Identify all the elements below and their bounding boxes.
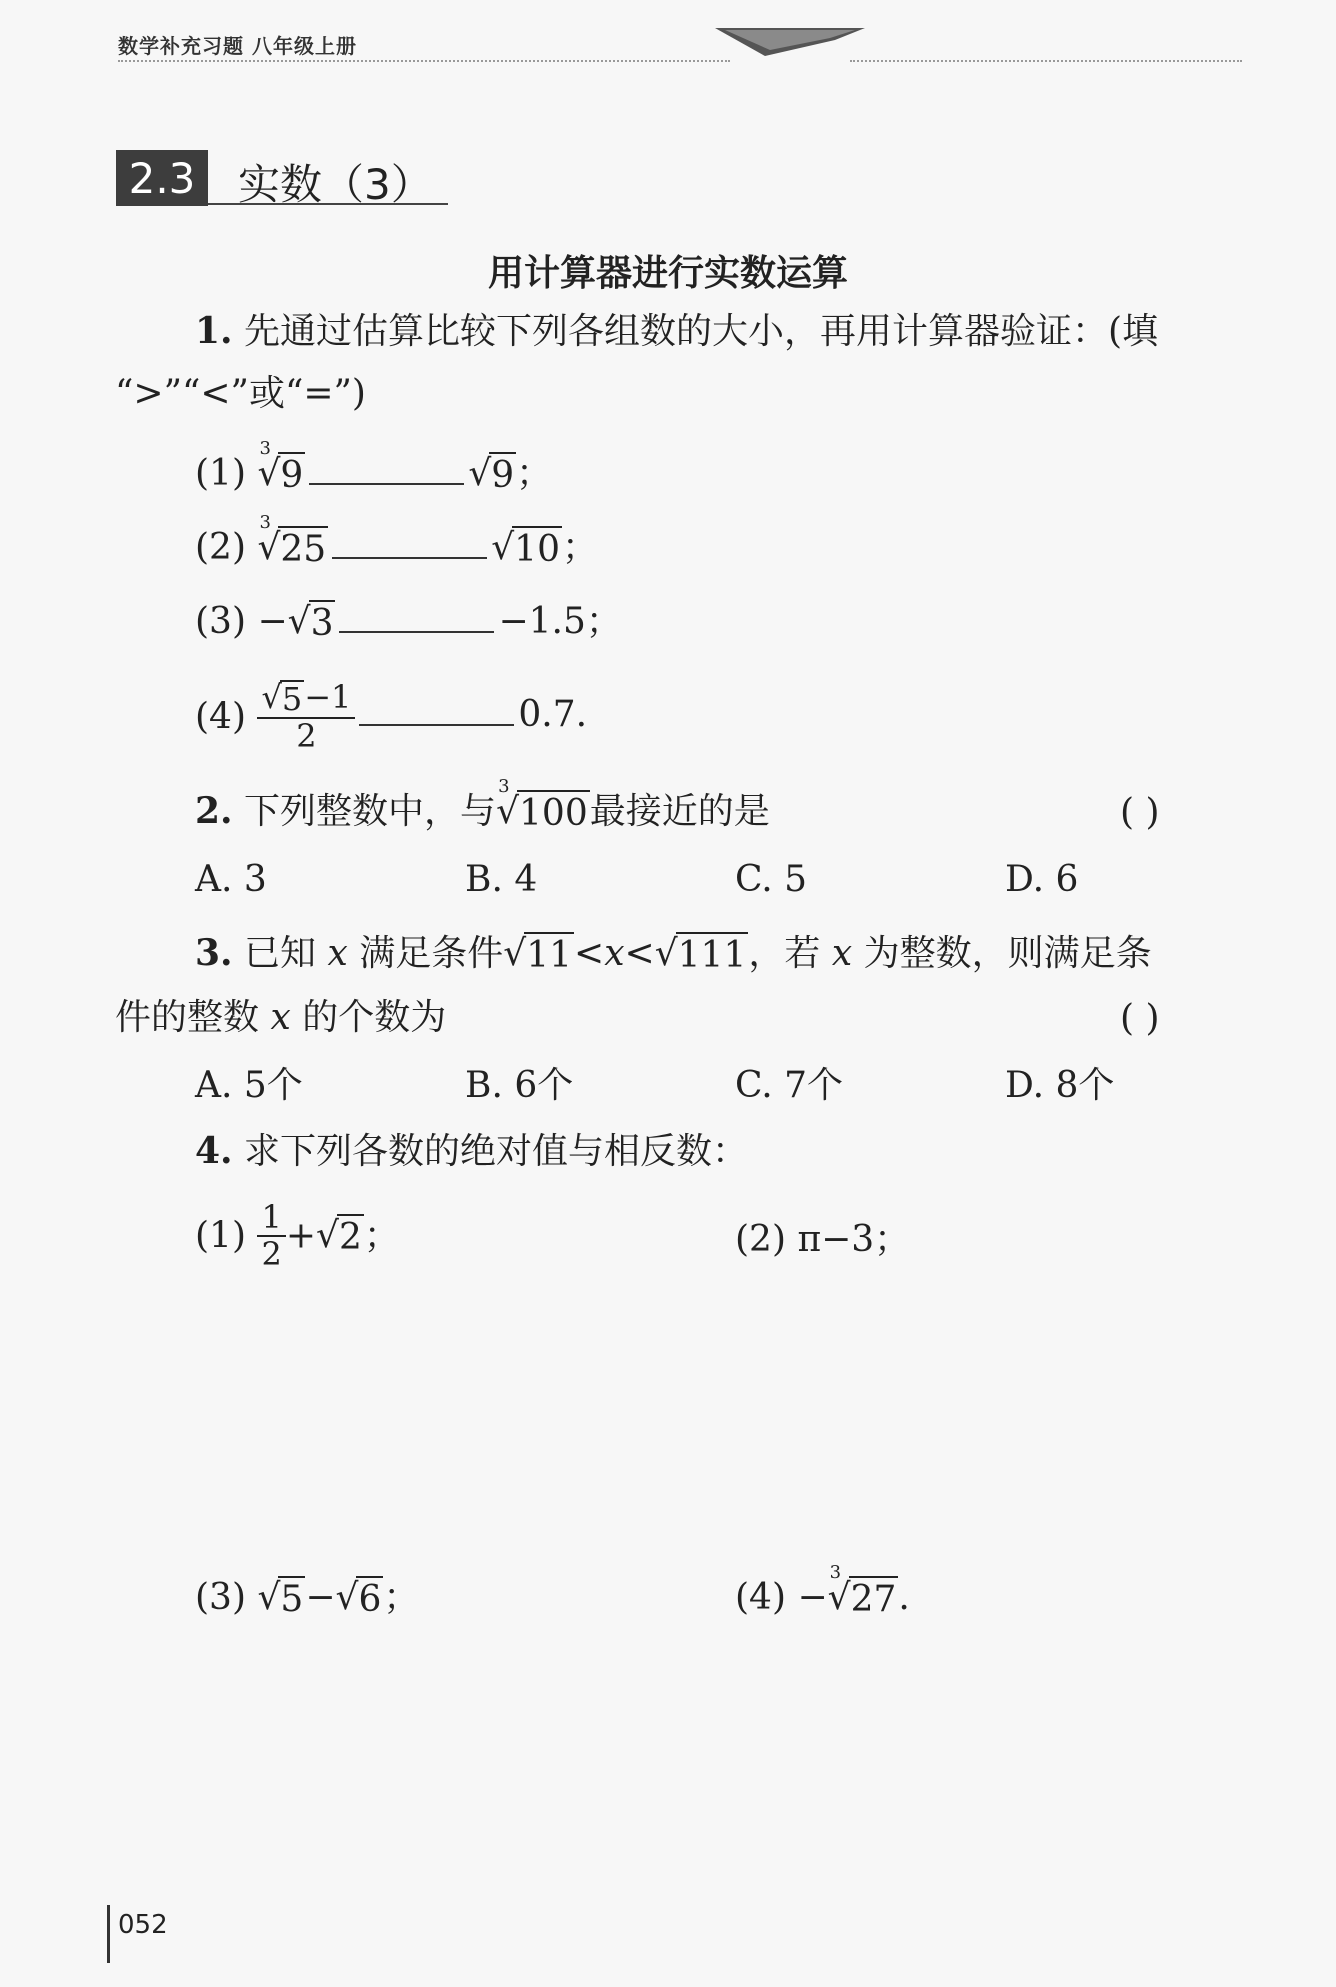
- radicand: 100: [517, 790, 590, 835]
- variable: x: [270, 997, 291, 1038]
- header-ribbon-decoration: [715, 26, 865, 66]
- numerator-tail: −1: [304, 678, 352, 716]
- item-label: (2): [195, 527, 246, 568]
- radical-sign: √: [261, 678, 282, 716]
- question-text: 下列整数中，与: [244, 791, 497, 832]
- square-root: [335, 1576, 383, 1621]
- question-number: 4.: [195, 1130, 233, 1172]
- answer-blank[interactable]: [332, 527, 487, 559]
- option-c[interactable]: C. 7个: [735, 1065, 844, 1106]
- question-text: 先通过估算比较下列各组数的大小，再用计算器验证：(填: [244, 311, 1159, 352]
- answer-parentheses[interactable]: ( ): [1120, 792, 1160, 833]
- numerator: [257, 680, 355, 719]
- page-number: 052: [118, 1910, 168, 1940]
- square-root: [257, 1576, 305, 1621]
- cube-root: [257, 438, 305, 497]
- option-b[interactable]: B. 4: [465, 859, 538, 900]
- radical-sign: √: [827, 1577, 851, 1618]
- root-index: 3: [259, 512, 271, 533]
- q4-item-2: [735, 1218, 910, 1261]
- question-1-line-2: “>”“<”或“=”): [115, 373, 366, 414]
- radicand: 5: [281, 680, 303, 718]
- punctuation: .: [898, 1577, 910, 1618]
- square-root: [468, 452, 516, 497]
- q1-item-3: [195, 600, 622, 645]
- root-index: 3: [829, 1562, 842, 1583]
- q1-item-2: [195, 512, 598, 571]
- punctuation: ；: [561, 527, 598, 568]
- option-d[interactable]: D. 8个: [1005, 1065, 1115, 1106]
- answer-parentheses[interactable]: ( ): [1120, 998, 1160, 1039]
- radicand: 10: [512, 526, 562, 571]
- subheading: 用计算器进行实数运算: [487, 253, 848, 294]
- variable: x: [327, 933, 348, 974]
- answer-blank[interactable]: [339, 601, 494, 633]
- minus-sign: −: [257, 601, 288, 642]
- question-text: 求下列各数的绝对值与相反数：: [244, 1131, 749, 1172]
- root-index: 3: [498, 776, 510, 797]
- less-than-sign: <: [624, 933, 655, 974]
- item-label: (2): [735, 1219, 786, 1260]
- question-text: 已知: [244, 933, 328, 974]
- question-number: 2.: [195, 790, 233, 832]
- minus-sign: −: [305, 1577, 336, 1618]
- radicand: 11: [524, 932, 574, 977]
- section-title-underline: [208, 203, 448, 205]
- q4-item-3: [195, 1576, 419, 1621]
- section-number-badge: 2.3: [116, 150, 208, 206]
- radical-sign: √: [654, 933, 678, 974]
- question-4: [195, 1130, 748, 1173]
- question-text: 满足条件: [347, 933, 504, 974]
- q4-item-1: [195, 1200, 400, 1272]
- square-root: [261, 680, 304, 717]
- question-1: [195, 310, 1158, 353]
- radical-sign: √: [257, 527, 281, 568]
- denominator: 2: [261, 1235, 282, 1274]
- item-label: (1): [195, 1215, 246, 1257]
- plus-sign: +: [285, 1215, 316, 1257]
- radicand: 5: [278, 1576, 305, 1621]
- question-2: [195, 776, 770, 835]
- question-3: [195, 932, 1152, 977]
- question-number: 3.: [195, 932, 233, 974]
- square-root: [491, 526, 562, 571]
- answer-blank[interactable]: [359, 694, 514, 726]
- option-a[interactable]: A. 3: [195, 859, 267, 900]
- compare-value: 0.7.: [518, 694, 588, 736]
- radicand: 3: [309, 600, 336, 645]
- punctuation: ；: [585, 601, 622, 642]
- variable: x: [831, 933, 853, 974]
- option-b[interactable]: B. 6个: [465, 1065, 574, 1106]
- radicand: 111: [676, 932, 749, 977]
- radical-sign: √: [496, 791, 520, 832]
- radicand: 6: [356, 1576, 383, 1621]
- radical-sign: √: [287, 601, 311, 642]
- radicand: 27: [849, 1576, 899, 1621]
- compare-value: −1.5: [498, 601, 586, 642]
- option-d[interactable]: D. 6: [1005, 859, 1079, 900]
- radical-sign: √: [491, 527, 515, 568]
- item-label: (3): [195, 601, 246, 642]
- expression: π−3；: [797, 1219, 911, 1260]
- radical-sign: √: [257, 1577, 281, 1618]
- radicand: 9: [278, 452, 305, 497]
- question-text: 为整数，则满足条: [852, 933, 1152, 974]
- item-label: (1): [195, 453, 246, 494]
- cube-root: [827, 1562, 899, 1621]
- q4-item-4: [735, 1562, 910, 1621]
- punctuation: ；: [516, 453, 553, 494]
- q1-item-4: [195, 680, 587, 754]
- radicand: 2: [337, 1214, 364, 1259]
- radical-sign: √: [335, 1577, 359, 1618]
- square-root: [316, 1214, 364, 1259]
- square-root: [503, 932, 574, 977]
- radicand: 25: [278, 526, 328, 571]
- cube-root: [257, 512, 328, 571]
- item-label: (4): [195, 696, 246, 738]
- page-number-bar: [107, 1905, 110, 1963]
- punctuation: ；: [363, 1215, 400, 1257]
- radical-sign: √: [257, 453, 281, 494]
- fraction: [257, 1200, 285, 1272]
- running-header: 数学补充习题 八年级上册: [118, 34, 357, 58]
- header-rule-right: [850, 60, 1242, 62]
- radical-sign: √: [503, 933, 527, 974]
- square-root: [288, 600, 336, 645]
- question-3-line-2: [115, 996, 446, 1039]
- cube-root: [496, 776, 590, 835]
- header-rule-left: [118, 60, 730, 62]
- radicand: 9: [489, 452, 516, 497]
- square-root: [655, 932, 749, 977]
- fraction: [257, 680, 355, 754]
- section-title: 实数（3）: [238, 160, 433, 209]
- q1-item-1: [195, 438, 553, 497]
- question-text: 最接近的是: [589, 791, 770, 832]
- question-text: 件的整数: [115, 997, 271, 1038]
- denominator: 2: [296, 717, 317, 756]
- question-text: ，若: [748, 933, 832, 974]
- minus-sign: −: [797, 1577, 828, 1618]
- punctuation: ；: [383, 1577, 420, 1618]
- root-index: 3: [259, 438, 271, 459]
- radical-sign: √: [468, 453, 492, 494]
- item-label: (4): [735, 1577, 786, 1618]
- option-c[interactable]: C. 5: [735, 859, 808, 900]
- answer-blank[interactable]: [309, 453, 464, 485]
- question-number: 1.: [195, 310, 233, 352]
- radical-sign: √: [315, 1214, 339, 1256]
- numerator: 1: [257, 1200, 285, 1237]
- less-than-sign: <: [574, 933, 605, 974]
- item-label: (3): [195, 1577, 246, 1618]
- variable: x: [604, 933, 625, 974]
- question-text: 的个数为: [290, 997, 447, 1038]
- option-a[interactable]: A. 5个: [195, 1065, 303, 1106]
